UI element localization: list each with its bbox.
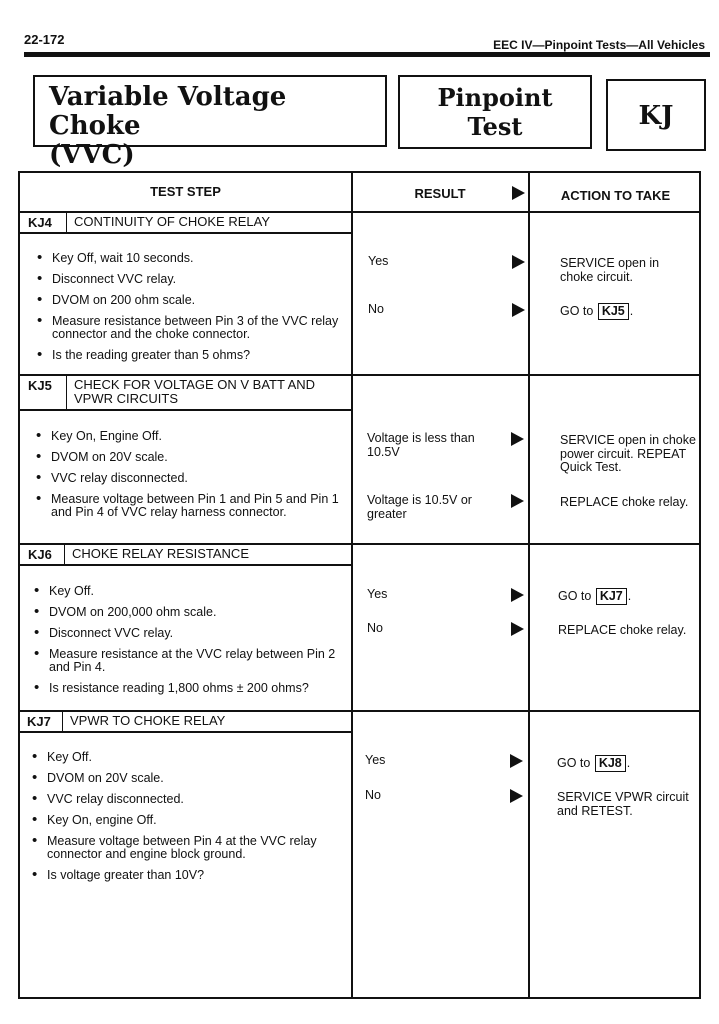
arrow-icon [510, 754, 523, 768]
row-rule [351, 211, 701, 213]
bullet-item: • Measure resistance at the VVC relay between Pin 2 and Pin 4. [33, 648, 343, 674]
step-title-rule [18, 232, 352, 234]
bullet-item: • Is the reading greater than 5 ohms? [36, 349, 341, 362]
bullet-item: • DVOM on 200 ohm scale. [36, 294, 341, 307]
running-title: EEC IV—Pinpoint Tests—All Vehicles [493, 38, 705, 52]
bullet-item: • Measure resistance between Pin 3 of the VVC relay connector and the choke connector. [36, 315, 341, 341]
bullet-item: • Measure voltage between Pin 1 and Pin 5 and Pin 1 and Pin 4 of VVC relay harness connector. [35, 493, 340, 519]
goto-label: GO to [560, 304, 594, 318]
step-id-divider [62, 710, 63, 732]
goto-step-link[interactable]: KJ8 [595, 755, 626, 772]
step-title-rule [18, 564, 352, 566]
bullet-item: • Disconnect VVC relay. [36, 273, 341, 286]
page-number: 22-172 [24, 32, 65, 47]
action-goto [558, 588, 693, 605]
bullet-item: • VVC relay disconnected. [31, 793, 341, 806]
step-bullets-kj5 [35, 430, 340, 519]
step-id-kj4: KJ4 [28, 215, 52, 230]
test-code-box [606, 79, 706, 151]
column-divider-1 [351, 171, 353, 999]
arrow-icon [511, 622, 524, 636]
step-bullets-kj4 [36, 252, 341, 362]
row-rule [18, 543, 701, 545]
result-text: Yes [367, 587, 388, 601]
bullet-item: • Is resistance reading 1,800 ohms ± 200 ohms? [33, 682, 343, 695]
step-bullets-kj6 [33, 585, 343, 695]
bullet-item: • Is voltage greater than 10V? [31, 869, 341, 882]
action-text: REPLACE choke relay. [558, 623, 687, 637]
bullet-item: • Disconnect VVC relay. [33, 627, 343, 640]
step-id-divider [66, 211, 67, 233]
result-text: No [365, 788, 381, 802]
bullet-item: • Key Off. [31, 751, 341, 764]
bullet-item: • Key On, engine Off. [31, 814, 341, 827]
arrow-icon [510, 789, 523, 803]
header-action: ACTION TO TAKE [560, 188, 671, 203]
arrow-icon [511, 432, 524, 446]
page-title: Variable Voltage Choke (VVC) [49, 82, 287, 170]
step-title-rule [18, 731, 352, 733]
bullet-item: • DVOM on 20V scale. [35, 451, 340, 464]
result-text: No [367, 621, 383, 635]
step-id-divider [66, 374, 67, 410]
step-id-kj6: KJ6 [28, 547, 52, 562]
bullet-item: • Measure voltage between Pin 4 at the VVC relay connector and engine block ground. [31, 835, 341, 861]
arrow-icon [512, 255, 525, 269]
arrow-icon [511, 588, 524, 602]
action-text: REPLACE choke relay. [560, 495, 689, 509]
step-title-kj5: CHECK FOR VOLTAGE ON V BATT AND VPWR CIRCUITS [74, 377, 316, 406]
row-rule [18, 710, 701, 712]
step-title-kj7: VPWR TO CHOKE RELAY [70, 713, 226, 728]
result-text: Voltage is 10.5V or greater [367, 493, 472, 521]
result-text: Voltage is less than 10.5V [367, 431, 475, 459]
action-goto [560, 303, 695, 320]
pinpoint-box [398, 75, 592, 149]
step-id-kj5: KJ5 [28, 378, 52, 393]
header-rule [24, 52, 710, 57]
result-text: No [368, 302, 384, 316]
arrow-icon [512, 303, 525, 317]
header-rule-bottom [18, 211, 352, 213]
bullet-item: • DVOM on 200,000 ohm scale. [33, 606, 343, 619]
header-test-step: TEST STEP [150, 184, 221, 199]
goto-period: . [626, 756, 631, 770]
header-result: RESULT [414, 186, 466, 201]
result-text: Yes [365, 753, 386, 767]
goto-period: . [627, 589, 632, 603]
test-code: KJ [638, 101, 674, 131]
goto-label: GO to [558, 589, 592, 603]
step-id-kj7: KJ7 [27, 714, 51, 729]
goto-step-link[interactable]: KJ7 [596, 588, 627, 605]
goto-label: GO to [557, 756, 591, 770]
bullet-item: • Key On, Engine Off. [35, 430, 340, 443]
bullet-item: • DVOM on 20V scale. [31, 772, 341, 785]
action-text: SERVICE open in choke power circuit. REPEAT Quick Test. [560, 433, 696, 474]
action-text: SERVICE VPWR circuit and RETEST. [557, 790, 689, 818]
goto-step-link[interactable]: KJ5 [598, 303, 629, 320]
step-title-rule [18, 409, 352, 411]
step-bullets-kj7 [31, 751, 341, 882]
arrow-icon [511, 494, 524, 508]
action-goto [557, 755, 692, 772]
bullet-item: • Key Off, wait 10 seconds. [36, 252, 341, 265]
result-text: Yes [368, 254, 389, 268]
goto-period: . [629, 304, 634, 318]
bullet-item: • VVC relay disconnected. [35, 472, 340, 485]
column-divider-2 [528, 171, 530, 999]
title-box [33, 75, 387, 170]
arrow-icon [512, 186, 525, 200]
step-title-kj6: CHOKE RELAY RESISTANCE [72, 546, 249, 561]
action-text: SERVICE open in choke circuit. [560, 256, 660, 284]
row-rule [18, 374, 701, 376]
bullet-item: • Key Off. [33, 585, 343, 598]
step-title-kj4: CONTINUITY OF CHOKE RELAY [74, 214, 270, 229]
pinpoint-label: Pinpoint Test [437, 83, 553, 141]
step-id-divider [64, 543, 65, 565]
